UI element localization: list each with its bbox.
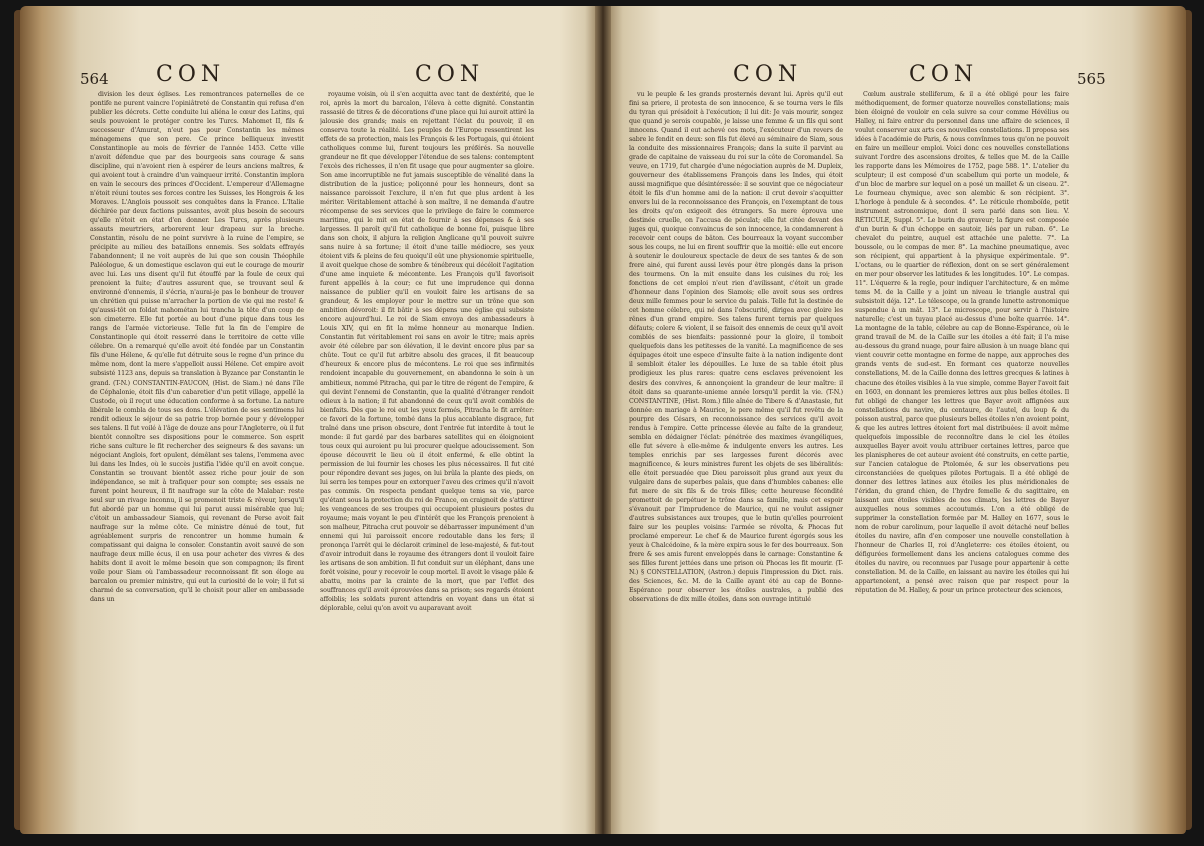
right-page-header xyxy=(611,62,1186,92)
running-head-right-col1: CON xyxy=(733,62,803,87)
page-number-right: 565 xyxy=(1077,70,1106,88)
right-page-column-2 xyxy=(855,90,1069,822)
column-text: royaume voisin, où il s'en acquitta avec tant de dextérité, que le roi, après la mort du barcalon, l'éleva à cette dignité. Constantin rassasié de titres & de décorations d'une place qui lui auroit attiré la jalousie des grands; mais en rejettant l'éclat du pouvoir, il en conserva toute la réalité. Les peuples de l'Europe ressentirent les effets de sa protection, mais les François & les Portugais, qui étoient catholiques comme lui, furent toujours les préférés. Sa nouvelle grandeur ne fit que développer l'étendue de ses talens: contemptent l'excès des richesses, il n'en fit usage que pour augmenter sa gloire. Son ame incorruptible ne fut jamais susceptible de vénalité dans la distribution de la justice; poliçonné pour les honneurs, dont sa naissance paroissoit l'exclure, il n'en fut que plus ardent à les mériter. Véritablement attaché à son maître, il ne demanda d'autre récompense de ses services que le privilege de faire le commerce maritime, qui le mit en état de fournir à ses dépenses & à ses largesses. Il paroît qu'il fut catholique de bonne foi, puisque libre dans son choix, il abjura la religion Anglicane qu'il pouvoit suivre sans nuire à sa fortune; il étoit d'une taille médiocre, ses yeux étoient vifs & pleins de feu quoiqu'il eût une physionomie spirituelle, il avoit quelque chose de sombre & ténébreux qui décéloit l'agitation d'une ame inquiete & mécontente. Les François qu'il favorisoit furent appellés à la cour; ce fut une imprudence qui donna naissance de publier qu'il en vouloit faire les artisans de sa grandeur, & les employer pour le mettre sur un trône que son ambition dévoroit: il fit bâtir à ses dépens une église qui subsiste encore aujourd'hui. Le roi de Siam envoya des ambassadeurs à Louis XIV, qui en fit la même honneur au monarque Indien. Constantin fut véritablement roi sans en avoir le titre; mais après avoir été célebre par son élévation, il le devint encore plus par sa chûte. Tout ce qu'il fut arbitre absolu des graces, il fit beaucoup d'heureux & encore plus de mécontens. Le roi que ses infirmités rendoient incapable du gouvernement, en abandonna le soin à un ambitieux, nommé Pitracha, qui par le titre de régent de l'empire, & qui devint l'ennemi de Constantin, que la qualité d'étranger rendoit odieux à la nation; il fut abandonné de ceux qu'il avoit comblés de bienfaits. Dès que le roi eut les yeux fermés, Pitracha le fit arrêter: ce favori de la fortune, tombé dans la plus accablante disgrace, fut traîné dans une prison obscure, dont l'entrée fut interdite à tout le monde: il fut gardé par des barbares satellites qui en éloignoient tous ceux qui auroient pu lui procurer quelque adoucissement. Son épouse découvrit le lieu où il étoit enfermé, & elle obtint la permission de lui fournir les choses les plus nécessaires. Il fut cité pour répondre devant ses juges, on lui brûla la plante des pieds, on lui serra les tempes pour en extorquer l'aveu des crimes qu'il n'avoit pas commis. On respecta pendant quelque tems sa vie, parce qu'étant sous la protection du roi de France, on craignoit de s'attirer les vengeances de ses troupes qui occupoient plusieurs postes du royaume; mais voyant le peu d'intérêt que les François prenoient à son malheur, Pitracha crut pouvoir se débarrasser impunément d'un ennemi qui lui paroissoit encore redoutable dans les fers; il prononça l'arrêt qui le déclaroit criminel de lese-majesté, & fut-tout d'avoir introduit dans le royaume des étrangers dont il vouloit faire les artisans de son ambition. Il fut conduit sur un éléphant, dans une forêt voisine, pour y recevoir le coup mortel. Il avoit le visage pâle & abattu, moins par la crainte de la mort, que par l'effet des souffrances qu'il avoit éprouvées dans sa prison; ses regards étoient affoiblis; les soldats purent attendris en voyant dans un état si déplorable, celui qu'on avoit vu auparavant avoit xyxy=(320,91,534,612)
page-number-left: 564 xyxy=(80,70,109,88)
column-text: Cœlum australe stelliferum, & il a été obligé pour les faire méthodiquement, de former quatorze nouvelles constellations; mais bien éloigné de vouloir en cela suivre sa cour comme Hévélius ou Halley, ni faire entrer du personnel dans une affaire de sciences, il voulut conserver aux arts ces nouvelles constellations. Il proposa ses idées à l'académie de Paris, & nous convînmes tous qu'on ne pouvoit en faire un meilleur emploi. Voici donc ces nouvelles constellations suivant l'ordre des ascensions droites, & telles que M. de la Caille les rapporte dans les Mémoires de 1752, page 588. 1°. L'atelier du sculpteur; il est composé d'un scabellum qui porte un modele, & d'un bloc de marbre sur lequel on a posé un maillet & un ciseau. 2°. Le fourneau chymique, avec son alembic & son récipient. 3°. L'horloge à pendule & à secondes. 4°. Le réticule rhomboïde, petit instrument astronomique, dont il sera parlé dans son lieu. V. RÉTICULE, Suppl. 5°. Le burin du graveur; la figure est composée d'un burin & d'un échoppe en sautoir, liés par un ruban. 6°. Le chevalet du peintre, auquel est attachée une palette. 7°. La boussole, ou le compas de mer. 8°. La machine pneumatique, avec son récipient, qui appartient à la physique expérimentale. 9°. L'octans, ou le quartier de réflexion, dont on se sert généralement en mer pour observer les latitudes & les longitudes. 10°. Le compas. 11°. L'équerre & la regle, pour indiquer l'architecture, & en même tems M. de la Caille y a joint un niveau le triangle austral qui subsistoit déja. 12°. Le télescope, ou la grande lunette astronomique suspendue à un mât. 13°. Le microscope, pour servir à l'histoire naturelle; c'est un tuyau placé au-dessus d'une boîte quarrée. 14°. La montagne de la table, célebre au cap de Bonne-Espérance, où le grand travail de M. de la Caille sur les étoiles a été fait; il l'a mise au-dessous du grand nuage, pour faire allusion à un nuage blanc qui vient couvrir cette montagne en forme de nappe, aux approches des grands vents de sud-est. En formant ces quatorze nouvelles constellations, M. de la Caille donna des lettres grecques & latines à chacune des étoiles visibles à la vue simple, comme Bayer l'avoit fait en 1603, en donnant les premieres lettres aux plus belles étoiles. Il fut obligé de changer les lettres que Bayer avoit affignées aux constellations du navire, du centaure, de l'autel, du loup & du poisson austral, parce que plusieurs belles étoiles n'en avoient point, & que les autres lettres étoient fort mal distribuées: il avoit même quelquefois impossible de reconnoître dans le ciel les étoiles auxquelles Bayer avoit voulu attribuer certaines lettres, parce que les planispheres de cet auteur avoient été construits, en cette partie, sur l'ancien catalogue de Ptolomée, & sur les observations peu circonstanciées de quelques pilotes Portugais. Il a été obligé de donner des lettres latines aux étoiles les plus méridionales de l'éridan, du grand chien, de l'hydre femelle & du sagittaire, en laissant aux étoiles visibles de nos climats, les lettres de Bayer auxquelles nous sommes accoutumés. L'on a été obligé de supprimer la constellation formée par M. Halley en 1677, sous le nom de robur carolinum, pour laquelle il avoit détaché neuf belles étoiles du navire, afin d'en composer une nouvelle constellation à l'honneur de Charles II, roi d'Angleterre: ces étoiles étoient, ou défigurées formellement dans les anciens catalogues comme des étoiles du navire, ou reconnues par l'usage pour appartenir à cette constellation. M. de la Caille, en laissant au navire les étoiles qui lui appartenoient, a pensé avec raison que par respect pour la réputation de M. Halley, & pour un prince protecteur des sciences, xyxy=(855,91,1069,594)
running-head-right-col2: CON xyxy=(909,62,979,87)
column-text: division les deux églises. Les remontrances paternelles de ce pontife ne purent vaincre l'opiniâtreté de Constantin qui refusa d'en publier les décrets. Cette conduite lui aliéna le cœur des Latins, qui seuls pouvoient le protéger contre les Turcs. Mahomet II, fils & successeur d'Amurat, n'eut pas pour Constantin les mêmes ménagemens que son pere. Ce prince belliqueux investit Constantinople au mois de février de l'année 1453. Cette ville n'avoit défendue que par des bourgeois sans courage & sans discipline, qui n'avoient rien à espérer de leurs anciens maîtres, & qui avoient tout à craindre d'un vainqueur irrité. Constantin implora en vain le secours des princes d'Occident. L'empereur d'Allemagne n'étoit réuni toutes ses forces contre les Suisses, les Hongrois & les Moraves. L'Anglois poussoit ses conquêtes dans la France. L'Italie déchirée par deux factions puissantes, avoit plus besoin de secours qu'elle n'étoit en état d'en donner. Les Turcs, après plusieurs assauts meurtriers, arborerent leur drapeau sur la breche. Constantin, résolu de ne point survivre à la ruine de l'empire, se précipite au milieu des bataillons ennemis. Ses soldats effrayés l'abandonnent; il ne voit auprès de lui que son cousin Théophile Paléologue, & un domestique esclavon qui eut le courage de mourir avec lui. Les uns disent qu'il fut étouffé par la foule de ceux qui prenoient la fuite; d'autres assurent que, se trouvant seul & environné d'ennemis, il s'écria, n'aurai-je pas le bonheur de trouver un chrétien qui puisse m'arracher la portion de vie qui me reste! & qu'aussi-tôt on foldat mahométan lui trancha la tête d'un coup de son cimeterre. Elle fut portée au bout d'une pique dans tous les rangs de l'armée victorieuse. Telle fut la fin de l'empire de Constantinople qui étoit resserré dans le territoire de cette ville célebre. On a remarqué qu'elle avoit été fondée par un Constantin fils d'une Hélene, & qu'elle fut détruite sous le regne d'un prince du même nom, dont la mere s'appelloit aussi Hélene. Cet empire avoit subsisté 1123 ans, depuis sa translation à Byzance par Constantin le grand. (T-N.) CONSTANTIN-FAUCON, (Hist. de Siam.) né dans l'île de Céphalonie, étoit fils d'un cabaretier d'un petit village, appellé la Custode, où il reçut une éducation conforme à sa fortune. La nature libérale le combla de tous ses dons. L'élévation de ses sentimens lui rendit odieux le séjour de sa patrie trop bornée pour y développer ses talens. Il fut voilé à l'âge de douze ans pour l'Angleterre, où il fut bientôt connoître ses dispositions pour le commerce. Son esprit riche sans culture le fit rechercher des seigneurs & des savans: un négociant Anglois, fort opulent, démêlant ses talens, l'emmena avec lui dans les Indes, où le succès justifia l'idée qu'il en avoit conçue. Constantin se trouvant bientôt assez riche pour jouir de son indépendance, se mit à trafiquer pour son compte; ses essais ne furent point heureux, il fit naufrage sur la côte de Malabar: reste seul sur un rivage inconnu, il se promenoit triste & rêveur, lorsqu'il fut abordé par un homme qui lui parut aussi misérable que lui; c'étoit un ambassadeur Siamois, qui revenant de Perse avoit fait naufrage sur la même côte. Ce ministre dénué de tout, fut agréablement surpris de rencontrer un homme humain & compatissant qui daigna le consoler. Constantin avoit sauvé de son naufrage deux mille écus, il en usa pour acheter des vivres & des habits dont il avoit le même besoin que son compagnon; ils firent voile pour Siam où l'ambassadeur reconnoissant fit son éloge au barcalon ou premier ministre, qui eut la curiosité de le voir; il fut si charmé de sa conversation, qu'il le choisit pour aller en ambassade dans un xyxy=(90,91,304,603)
running-head-left-col1: CON xyxy=(156,62,226,87)
book-gutter xyxy=(595,6,611,834)
column-text: vu le peuple & les grands prosternés devant lui. Après qu'il eut fini sa priere, il protesta de son innocence, & se tourna vers le fils du tyran qui présidoit à l'exécution; il lui dit: Je vais mourir, songez que quand je serois coupable, je laisse une femme & un fils qui sont innocens. Quand il eut achevé ces mots, l'exécuteur d'un revers de sabre le fendit en deux: son fils fut élevé au séminaire de Siam, sous la conduite des missionnaires François; dans la suite il parvint au grade de capitaine de vaisseau du roi sur la côte de Coromandel. Sa veuve, en 1719, fut chargée d'une négociation auprès de M. Dupleix, gouverneur des établissemens François dans les Indes, qui étoit aussi magnifique que désintéressée: il se souvint que ce négociateur étoit le fils d'un homme ami de la nation: il crut devoir s'acquitter envers lui de la reconnoissance des François, en l'exemptant de tous les droits qu'on exigeoit des étrangers. Sa mere éprouva une destinée cruelle, on l'accusa de péculat; elle fut citée devant des juges qui, quoique convaincus de son innocence, la condamnerent à recevoir cent coups de bâton. Ces bourreaux la voyant succomber sous les coups, ne lui en firent souffrir que la moitié: elle eut encore à soutenir le douloureux spectacle de deux de ses tantes & de son frere ainé, qui furent aussi levés pour être plongés dans la prison des tourmens. On la mit ensuite dans les cuisines du roi; les fonctions de cet emploi n'eut rien d'avilissant, c'étoit un grade d'honneur dans l'opinion des Siamois; elle avoit sous ses ordres deux mille femmes pour le service du palais. Telle fut la destinée de cet homme célebre, qui né dans l'obscurité, dirigea avec gloire les rênes d'un grand empire. Ses talens furent ternis par quelques défauts; colere & violent, il se faisoit des ennemis de ceux qu'il avoit comblés de ses bienfaits: passionné pour la gloire, il tomboit quelquefois dans les petitesses de la vanité. La magnificence de ses équipages étoit une espece d'insulte faite à la nation indigente dont il sembloit étaler les dépouilles. Le luxe de sa table étoit plus prodigieux les plus rares: quatre cens esclaves prévenoient les desirs des convives, & annonçoient la grandeur de leur maître: il étoit dans sa quarante-unieme année lorsqu'il perdit la vie. (T-N.) CONSTANTINE, (Hist. Rom.) fille aînée de Tibere & d'Anastasie, fut donnée en mariage à Maurice, le pere même qu'il fut revêtu de la pourpre des Césars, en reconnoissance des services qu'il avoit rendus à l'empire. Cette princesse élevée au faîte de la grandeur, sembla en dédaigner l'éclat: pénétrée des maximes évangéliques, elle fut sévere à elle-même & indulgente envers les autres. Les temples enrichis par ses largesses furent décorés avec magnificence, & leurs ministres furent les objets de ses libéralités: elle étoit persuadée que Dieu paroissoit plus grand aux yeux du vulgaire dans de superbes palais, que dans d'humbles cabanes: elle fut mere de six fils & de trois filles; cette heureuse fécondité promettoit de perpétuer le trône dans sa famille, mais cet espoir s'évanouit par l'imprudence de Maurice, qui ne voulut assigner d'autres subsistances aux troupes, que le butin qu'elles pourroient faire sur les peuples voisins: l'armée se révolta, & Phocas fut proclamé empereur. Le chef & de Maurice furent égorgés sous les yeux à Chalcédoine, & la mère expira sous le fer des bourreaux. Son frere & ses amis furent enveloppés dans le carnage: Constantine & ses filles furent jettées dans une prison où Phocas les fit mourir. (T-N.) § CONSTELLATION, (Astron.) depuis l'impression du Dict. rais. des Sciences, &c. M. de la Caille ayant été au cap de Bonne-Espérance pour observer les étoiles australes, a publié des observations de dix mille étoiles, dans son ouvrage intitulé xyxy=(629,91,843,603)
left-page-column-2 xyxy=(320,90,534,822)
left-page-column-1 xyxy=(90,90,304,822)
left-page-header xyxy=(20,62,595,92)
right-page-column-1 xyxy=(629,90,843,822)
open-book xyxy=(14,6,1192,842)
running-head-left-col2: CON xyxy=(415,62,485,87)
right-page xyxy=(611,6,1186,834)
left-page xyxy=(20,6,595,834)
